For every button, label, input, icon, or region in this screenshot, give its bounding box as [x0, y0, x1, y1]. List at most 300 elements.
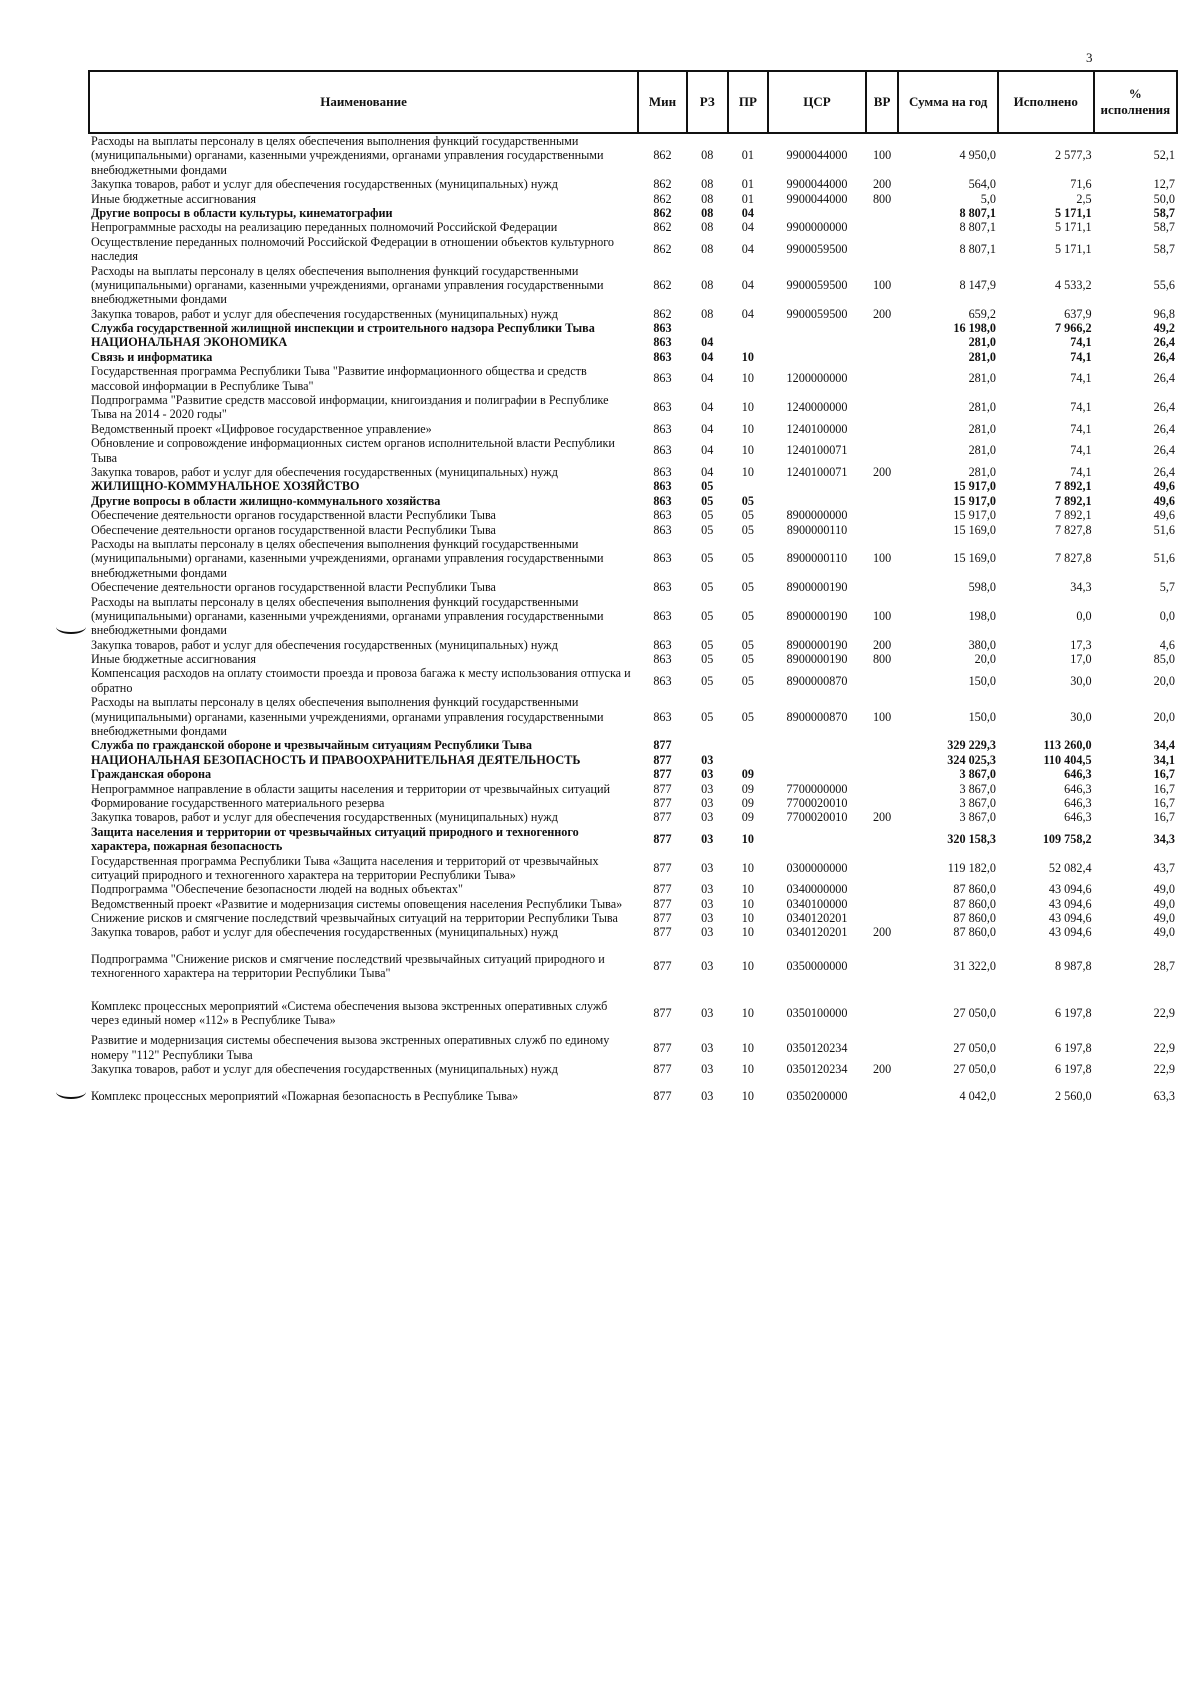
- table-row: [89, 695, 1177, 738]
- cell-csr: [768, 321, 866, 335]
- cell-vr: [866, 897, 899, 911]
- cell-min: 877: [653, 1088, 672, 1103]
- cell-pr: 10: [741, 421, 754, 436]
- cell-name: Расходы на выплаты персоналу в целях обеспечения выполнения функций государственными (муниципальными) органами, казенными учреждениями, органами управления государственными внебюджетными фондами: [91, 134, 604, 177]
- cell-sum: 27 050,0: [953, 1062, 996, 1077]
- cell-pct: 16,7: [1153, 795, 1175, 810]
- cell-sum: 5,0: [980, 191, 996, 206]
- cell-rz: 03: [701, 959, 714, 974]
- table-row: [89, 494, 1177, 508]
- cell-name: Подпрограмма "Обеспечение безопасности людей на водных объектах": [91, 882, 463, 897]
- cell-name: Ведомственный проект «Развитие и модернизация системы оповещения населения Республики Тыва»: [91, 896, 623, 911]
- cell-sum: 659,2: [968, 306, 996, 321]
- cell-min: 862: [653, 241, 672, 256]
- cell-min: 877: [653, 752, 672, 767]
- cell-pct: 34,3: [1153, 831, 1175, 846]
- cell-min: 877: [653, 781, 672, 796]
- cell-pr: 09: [741, 767, 754, 782]
- cell-done: 7 966,2: [1055, 321, 1092, 336]
- cell-pr: [728, 321, 769, 335]
- cell-done: 7 827,8: [1055, 551, 1092, 566]
- cell-csr: 0350000000: [786, 959, 848, 974]
- cell-done: 43 094,6: [1048, 896, 1092, 911]
- cell-done: 7 892,1: [1055, 493, 1092, 508]
- cell-vr: [866, 436, 899, 465]
- cell-pr: 01: [741, 177, 754, 192]
- cell-pr: 04: [741, 205, 754, 220]
- header-rz: РЗ: [687, 71, 728, 133]
- cell-vr: 800: [872, 652, 892, 667]
- cell-done: 6 197,8: [1055, 1005, 1092, 1020]
- cell-name: Закупка товаров, работ и услуг для обеспечения государственных (муниципальных) нужд: [91, 637, 558, 652]
- cell-min: 877: [653, 860, 672, 875]
- cell-pr: [728, 479, 769, 493]
- cell-rz: 03: [701, 1088, 714, 1103]
- cell-sum: 16 198,0: [953, 321, 996, 336]
- cell-pct: 20,0: [1153, 709, 1175, 724]
- cell-sum: 281,0: [968, 443, 996, 458]
- cell-rz: 03: [701, 882, 714, 897]
- header-vr: ВР: [866, 71, 899, 133]
- table-row: [89, 753, 1177, 767]
- cell-min: 863: [653, 335, 672, 350]
- cell-csr: 9900059500: [786, 306, 848, 321]
- cell-vr: 100: [872, 551, 892, 566]
- cell-rz: 05: [701, 652, 714, 667]
- cell-name: Снижение рисков и смягчение последствий чрезвычайных ситуаций на территории Республики Тыва: [91, 911, 618, 926]
- cell-rz: 04: [701, 371, 714, 386]
- table-row: [89, 666, 1177, 695]
- cell-min: 863: [653, 400, 672, 415]
- cell-done: 5 171,1: [1055, 241, 1092, 256]
- table-row: [89, 1033, 1177, 1062]
- cell-sum: 150,0: [968, 673, 996, 688]
- cell-pr: 10: [741, 896, 754, 911]
- cell-pct: 49,0: [1153, 882, 1175, 897]
- cell-csr: 1240100071: [786, 443, 848, 458]
- cell-pr: 05: [741, 673, 754, 688]
- cell-sum: 281,0: [968, 349, 996, 364]
- cell-rz: 08: [701, 191, 714, 206]
- cell-pr: 04: [741, 220, 754, 235]
- cell-vr: [866, 494, 899, 508]
- cell-rz: 03: [701, 767, 714, 782]
- cell-done: 2 577,3: [1055, 148, 1092, 163]
- cell-rz: 08: [701, 306, 714, 321]
- cell-vr: 200: [872, 637, 892, 652]
- cell-sum: 119 182,0: [947, 860, 996, 875]
- cell-pct: 43,7: [1153, 860, 1175, 875]
- cell-csr: 0350120234: [786, 1040, 848, 1055]
- cell-sum: 8 147,9: [959, 277, 996, 292]
- table-row: [89, 882, 1177, 896]
- cell-pr: 01: [741, 191, 754, 206]
- budget-table: [88, 70, 1178, 1109]
- table-row: [89, 350, 1177, 364]
- cell-pct: 58,7: [1153, 241, 1175, 256]
- cell-csr: 9900059500: [786, 277, 848, 292]
- cell-vr: 200: [872, 925, 892, 940]
- header-done: Исполнено: [998, 71, 1094, 133]
- cell-sum: 15 917,0: [953, 479, 996, 494]
- cell-csr: 8900000000: [786, 508, 848, 523]
- cell-sum: 380,0: [968, 637, 996, 652]
- cell-min: 863: [653, 637, 672, 652]
- cell-rz: 05: [701, 637, 714, 652]
- cell-csr: 1240100071: [786, 464, 848, 479]
- cell-sum: 329 229,3: [947, 738, 996, 753]
- cell-name: Защита населения и территории от чрезвычайных ситуаций природного и техногенного характера, пожарная безопасность: [91, 824, 579, 854]
- cell-rz: 05: [701, 709, 714, 724]
- cell-done: 8 987,8: [1055, 959, 1092, 974]
- cell-name: Расходы на выплаты персоналу в целях обеспечения выполнения функций государственными (муниципальными) органами, казенными учреждениями, органами управления государственными внебюджетными фондами: [91, 695, 604, 739]
- cell-done: 2,5: [1076, 191, 1092, 206]
- cell-min: 863: [653, 508, 672, 523]
- cell-done: 109 758,2: [1042, 831, 1092, 846]
- cell-name: ЖИЛИЩНО-КОММУНАЛЬНОЕ ХОЗЯЙСТВО: [91, 479, 360, 494]
- cell-csr: [768, 350, 866, 364]
- cell-rz: 03: [701, 781, 714, 796]
- cell-rz: 05: [701, 493, 714, 508]
- cell-rz: 04: [701, 464, 714, 479]
- cell-csr: 9900044000: [786, 148, 848, 163]
- table-row: [89, 825, 1177, 854]
- cell-csr: 0350200000: [786, 1088, 848, 1103]
- cell-sum: 198,0: [968, 608, 996, 623]
- cell-done: 52 082,4: [1048, 860, 1092, 875]
- table-row: [89, 465, 1177, 479]
- cell-csr: 9900000000: [786, 220, 848, 235]
- cell-pr: 10: [741, 349, 754, 364]
- cell-name: Связь и информатика: [91, 349, 213, 364]
- cell-done: 43 094,6: [1048, 911, 1092, 926]
- cell-min: 863: [653, 652, 672, 667]
- cell-csr: [768, 335, 866, 349]
- cell-sum: 8 807,1: [959, 220, 996, 235]
- table-row: [89, 220, 1177, 234]
- cell-pr: 05: [741, 608, 754, 623]
- cell-rz: 03: [701, 810, 714, 825]
- cell-name: Обеспечение деятельности органов государственной власти Республики Тыва: [91, 508, 496, 523]
- cell-min: 877: [653, 1005, 672, 1020]
- cell-pr: 05: [741, 493, 754, 508]
- page-number: 3: [1086, 50, 1093, 65]
- cell-rz: 04: [701, 400, 714, 415]
- cell-name: Гражданская оборона: [91, 767, 212, 782]
- cell-csr: 9900044000: [786, 177, 848, 192]
- cell-vr: 100: [872, 608, 892, 623]
- header-pr: ПР: [728, 71, 769, 133]
- cell-name: Государственная программа Республики Тыва «Защита населения и территорий от чрезвычайных ситуаций природного и техногенного характера на территории Республики Тыва»: [91, 853, 599, 882]
- cell-done: 5 171,1: [1055, 220, 1092, 235]
- cell-vr: [866, 1033, 899, 1062]
- cell-csr: 8900000110: [786, 551, 848, 566]
- table-header-row: [89, 71, 1177, 133]
- cell-pct: 26,4: [1153, 443, 1175, 458]
- cell-min: 862: [653, 205, 672, 220]
- cell-name: Закупка товаров, работ и услуг для обеспечения государственных (муниципальных) нужд: [91, 925, 558, 940]
- cell-pct: 49,0: [1153, 896, 1175, 911]
- cell-sum: 4 042,0: [959, 1088, 996, 1103]
- cell-name: Комплекс процессных мероприятий «Пожарная безопасность в Республике Тыва»: [91, 1088, 519, 1103]
- cell-done: 43 094,6: [1048, 925, 1092, 940]
- cell-pct: 28,7: [1153, 959, 1175, 974]
- cell-done: 74,1: [1070, 400, 1092, 415]
- cell-pct: 16,7: [1153, 781, 1175, 796]
- cell-name: Ведомственный проект «Цифровое государственное управление»: [91, 421, 432, 436]
- cell-sum: 31 322,0: [953, 959, 996, 974]
- cell-sum: 87 860,0: [953, 882, 996, 897]
- cell-vr: 100: [872, 277, 892, 292]
- cell-sum: 87 860,0: [953, 911, 996, 926]
- cell-name: Обеспечение деятельности органов государственной власти Республики Тыва: [91, 580, 496, 595]
- cell-min: 863: [653, 371, 672, 386]
- cell-csr: 1240100000: [786, 421, 848, 436]
- cell-name: Обновление и сопровождение информационных систем органов исполнительной власти Республики Тыва: [91, 436, 615, 465]
- table-row: [89, 897, 1177, 911]
- cell-vr: 100: [872, 709, 892, 724]
- cell-vr: [866, 321, 899, 335]
- cell-pct: 50,0: [1153, 191, 1175, 206]
- cell-name: Расходы на выплаты персоналу в целях обеспечения выполнения функций государственными (муниципальными) органами, казенными учреждениями, органами управления государственными внебюджетными фондами: [91, 263, 604, 307]
- table-row: [89, 235, 1177, 264]
- cell-done: 7 892,1: [1055, 479, 1092, 494]
- cell-done: 110 404,5: [1043, 752, 1092, 767]
- cell-sum: 564,0: [968, 177, 996, 192]
- cell-done: 5 171,1: [1055, 205, 1092, 220]
- cell-name: Иные бюджетные ассигнования: [91, 191, 257, 206]
- header-min: Мин: [638, 71, 687, 133]
- cell-name: Другие вопросы в области культуры, кинематографии: [91, 205, 393, 220]
- table-row: [89, 523, 1177, 537]
- cell-vr: 100: [872, 148, 892, 163]
- cell-pct: 0,0: [1159, 608, 1175, 623]
- cell-rz: 03: [701, 896, 714, 911]
- table-row: [89, 595, 1177, 638]
- table-row: [89, 177, 1177, 191]
- cell-min: 877: [653, 767, 672, 782]
- cell-done: 74,1: [1070, 371, 1092, 386]
- cell-vr: [866, 523, 899, 537]
- table-row: [89, 479, 1177, 493]
- cell-rz: 04: [701, 443, 714, 458]
- cell-name: Формирование государственного материального резерва: [91, 795, 385, 810]
- cell-pct: 49,6: [1153, 479, 1175, 494]
- cell-done: 74,1: [1070, 464, 1092, 479]
- cell-sum: 281,0: [968, 400, 996, 415]
- cell-pct: 49,0: [1153, 925, 1175, 940]
- cell-rz: 08: [701, 220, 714, 235]
- cell-vr: 200: [872, 810, 892, 825]
- cell-min: 877: [653, 882, 672, 897]
- cell-rz: 05: [701, 551, 714, 566]
- cell-rz: 08: [701, 148, 714, 163]
- cell-pct: 55,6: [1153, 277, 1175, 292]
- table-row: [89, 638, 1177, 652]
- cell-done: 74,1: [1070, 349, 1092, 364]
- cell-csr: [768, 494, 866, 508]
- pen-tick-mark: [56, 620, 86, 634]
- cell-sum: 8 807,1: [959, 241, 996, 256]
- cell-pr: 10: [741, 959, 754, 974]
- cell-min: 877: [653, 959, 672, 974]
- cell-min: 863: [653, 421, 672, 436]
- cell-done: 34,3: [1070, 580, 1092, 595]
- cell-name: Подпрограмма "Развитие средств массовой информации, книгоиздания и полиграфии в Республике Тыва на 2014 - 2020 годы": [91, 393, 609, 422]
- table-row: [89, 652, 1177, 666]
- cell-vr: 200: [872, 1062, 892, 1077]
- cell-pct: 20,0: [1153, 673, 1175, 688]
- cell-sum: 320 158,3: [947, 831, 996, 846]
- cell-pr: 10: [741, 911, 754, 926]
- cell-done: 646,3: [1064, 795, 1092, 810]
- cell-vr: [866, 350, 899, 364]
- cell-sum: 15 917,0: [953, 508, 996, 523]
- cell-pr: 05: [741, 508, 754, 523]
- cell-name: Иные бюджетные ассигнования: [91, 652, 257, 667]
- cell-min: 877: [653, 738, 672, 753]
- cell-pct: 34,4: [1153, 738, 1175, 753]
- cell-min: 877: [653, 810, 672, 825]
- cell-name: Непрограммные расходы на реализацию переданных полномочий Российской Федерации: [91, 220, 558, 235]
- cell-vr: [866, 206, 899, 220]
- cell-name: Развитие и модернизация системы обеспечения вызова экстренных оперативных служб по единому номеру "112" Республики Тыва: [91, 1033, 610, 1062]
- cell-pct: 49,0: [1153, 911, 1175, 926]
- cell-rz: 03: [701, 1005, 714, 1020]
- table-row: [89, 767, 1177, 781]
- cell-sum: 281,0: [968, 335, 996, 350]
- cell-rz: 05: [701, 508, 714, 523]
- cell-pr: 09: [741, 810, 754, 825]
- cell-min: 877: [653, 925, 672, 940]
- table-row: [89, 854, 1177, 883]
- cell-csr: 9900059500: [786, 241, 848, 256]
- cell-csr: [768, 753, 866, 767]
- cell-pr: 05: [741, 709, 754, 724]
- cell-pct: 52,1: [1153, 148, 1175, 163]
- cell-done: 646,3: [1064, 767, 1092, 782]
- cell-pct: 5,7: [1159, 580, 1175, 595]
- cell-rz: 08: [701, 241, 714, 256]
- cell-vr: 200: [872, 464, 892, 479]
- cell-sum: 87 860,0: [953, 896, 996, 911]
- cell-pct: 85,0: [1153, 652, 1175, 667]
- cell-done: 74,1: [1070, 421, 1092, 436]
- table-row: [89, 911, 1177, 925]
- cell-pr: 10: [741, 1088, 754, 1103]
- cell-csr: 1200000000: [786, 371, 848, 386]
- cell-pr: 10: [741, 371, 754, 386]
- cell-vr: [866, 825, 899, 854]
- cell-csr: 8900000110: [786, 522, 848, 537]
- cell-csr: 9900044000: [786, 191, 848, 206]
- cell-min: 863: [653, 673, 672, 688]
- cell-pct: 58,7: [1153, 220, 1175, 235]
- table-row: [89, 264, 1177, 307]
- cell-min: 877: [653, 795, 672, 810]
- cell-pr: 04: [741, 241, 754, 256]
- cell-rz: 05: [701, 608, 714, 623]
- cell-csr: [768, 738, 866, 752]
- cell-min: 877: [653, 831, 672, 846]
- cell-sum: 20,0: [974, 652, 996, 667]
- cell-pr: 01: [741, 148, 754, 163]
- cell-pr: 10: [741, 860, 754, 875]
- cell-vr: [866, 940, 899, 987]
- cell-pct: 58,7: [1153, 205, 1175, 220]
- cell-vr: [866, 738, 899, 752]
- cell-sum: 3 867,0: [959, 781, 996, 796]
- cell-rz: 05: [701, 673, 714, 688]
- cell-name: Подпрограмма "Снижение рисков и смягчение последствий чрезвычайных ситуаций природного и техногенного характера на территории Республики Тыва": [91, 951, 605, 981]
- cell-csr: [768, 479, 866, 493]
- cell-pct: 63,3: [1153, 1088, 1175, 1103]
- cell-pct: 26,4: [1153, 335, 1175, 350]
- cell-done: 6 197,8: [1055, 1062, 1092, 1077]
- cell-pr: 10: [741, 882, 754, 897]
- cell-pct: 12,7: [1153, 177, 1175, 192]
- cell-pct: 26,4: [1153, 464, 1175, 479]
- cell-rz: 03: [701, 831, 714, 846]
- cell-pct: 49,6: [1153, 493, 1175, 508]
- cell-pr: 10: [741, 1005, 754, 1020]
- cell-vr: [866, 854, 899, 883]
- cell-sum: 8 807,1: [959, 205, 996, 220]
- cell-pr: 09: [741, 795, 754, 810]
- cell-done: 4 533,2: [1055, 277, 1092, 292]
- cell-csr: 8900000870: [786, 673, 848, 688]
- cell-min: 877: [653, 1040, 672, 1055]
- cell-min: 877: [653, 896, 672, 911]
- cell-csr: 0340100000: [786, 896, 848, 911]
- cell-pr: 10: [741, 443, 754, 458]
- cell-csr: 0340120201: [786, 911, 848, 926]
- cell-vr: [866, 782, 899, 796]
- cell-rz: 05: [701, 522, 714, 537]
- cell-vr: [866, 882, 899, 896]
- cell-pr: 05: [741, 652, 754, 667]
- cell-done: 637,9: [1064, 306, 1092, 321]
- cell-min: 877: [653, 1062, 672, 1077]
- table-row: [89, 796, 1177, 810]
- cell-csr: 0350120234: [786, 1062, 848, 1077]
- cell-name: Государственная программа Республики Тыва "Развитие информационного общества и средств массовой информации в Республике Тыва": [91, 364, 587, 393]
- cell-csr: 8900000190: [786, 637, 848, 652]
- cell-sum: 15 169,0: [953, 522, 996, 537]
- cell-name: Закупка товаров, работ и услуг для обеспечения государственных (муниципальных) нужд: [91, 306, 558, 321]
- header-csr: ЦСР: [768, 71, 866, 133]
- table-row: [89, 508, 1177, 522]
- cell-sum: 3 867,0: [959, 795, 996, 810]
- cell-min: 863: [653, 443, 672, 458]
- cell-min: 863: [653, 464, 672, 479]
- cell-sum: 3 867,0: [959, 810, 996, 825]
- cell-done: 2 560,0: [1055, 1088, 1092, 1103]
- cell-rz: [687, 738, 728, 752]
- cell-name: Закупка товаров, работ и услуг для обеспечения государственных (муниципальных) нужд: [91, 810, 558, 825]
- table-row: [89, 393, 1177, 422]
- table-row: [89, 1077, 1177, 1109]
- cell-vr: [866, 666, 899, 695]
- cell-csr: [768, 767, 866, 781]
- cell-csr: 8900000190: [786, 580, 848, 595]
- pen-tick-mark: [56, 1085, 86, 1099]
- cell-sum: 15 169,0: [953, 551, 996, 566]
- cell-vr: [866, 364, 899, 393]
- cell-vr: 200: [872, 306, 892, 321]
- cell-min: 862: [653, 220, 672, 235]
- cell-min: 863: [653, 321, 672, 336]
